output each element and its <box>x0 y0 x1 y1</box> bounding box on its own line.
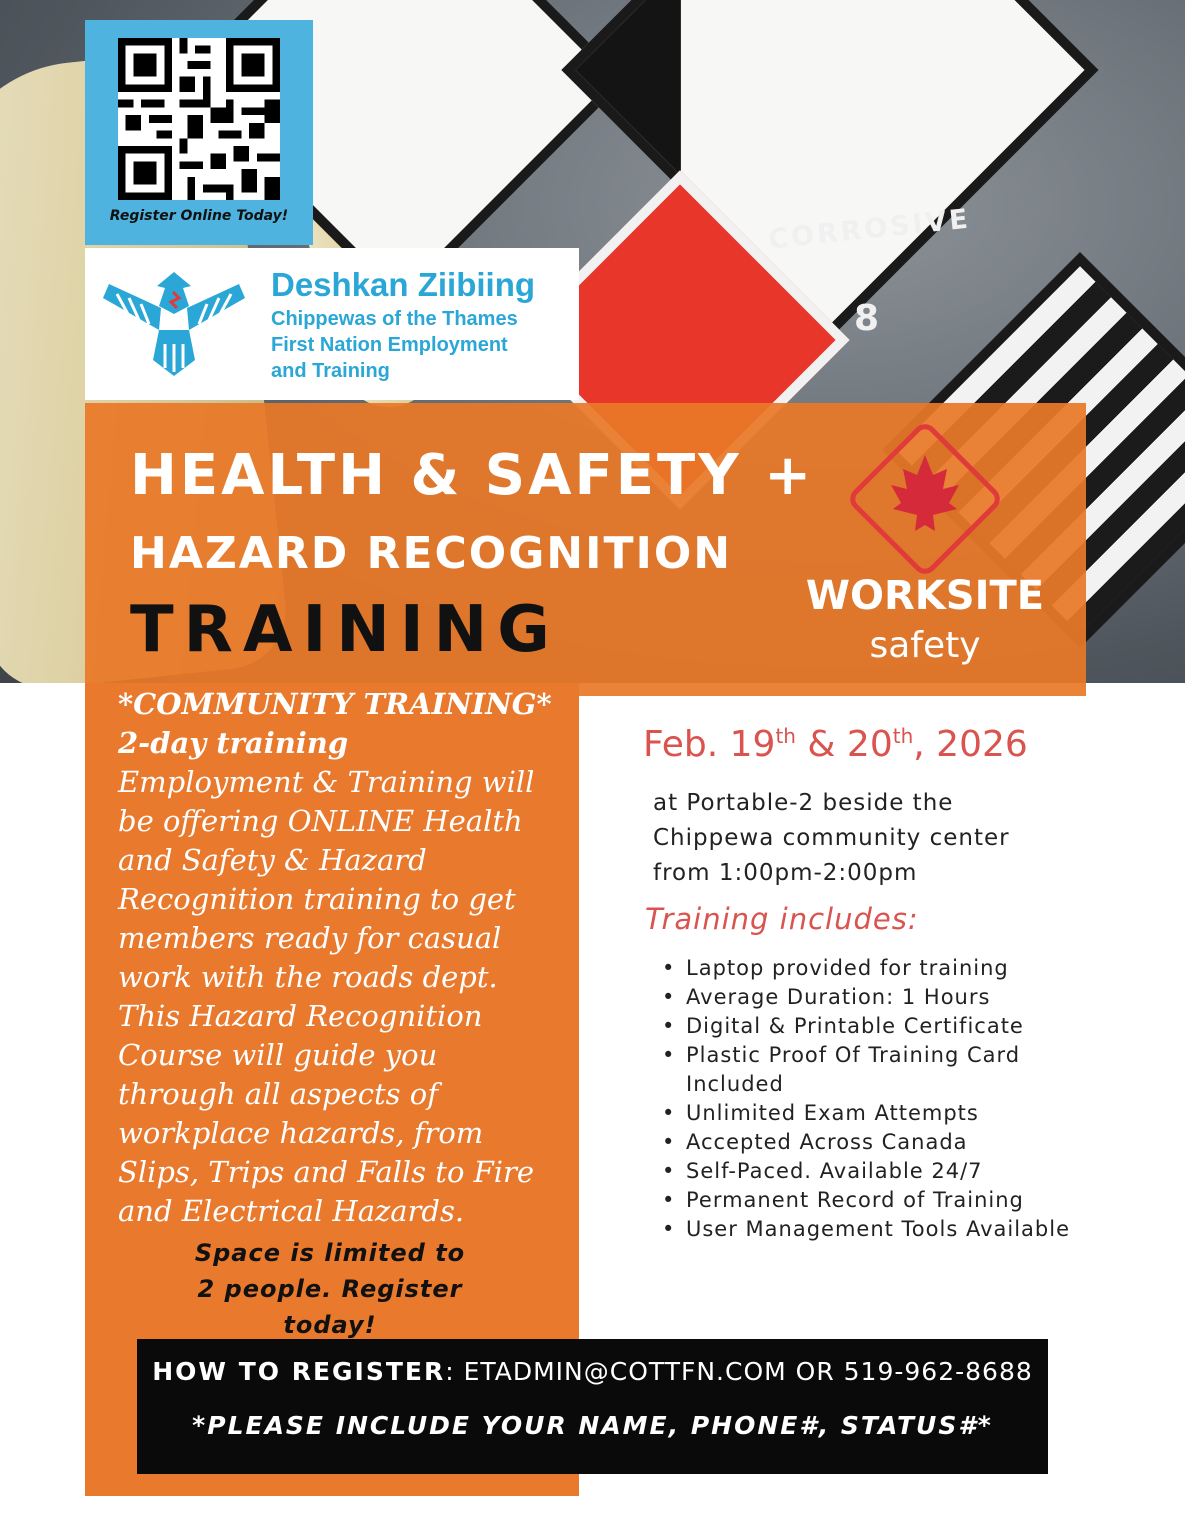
qr-register-block[interactable] <box>85 20 313 245</box>
description-heading: *COMMUNITY TRAINING* <box>118 687 552 721</box>
list-item: • Plastic Proof Of Training Card Included <box>662 1041 1102 1099</box>
list-item: • Self-Paced. Available 24/7 <box>662 1157 1102 1186</box>
title-line-2: HAZARD RECOGNITION <box>130 528 733 579</box>
includes-title: Training includes: <box>645 902 919 936</box>
event-location <box>653 786 1093 891</box>
title-line-1: HEALTH & SAFETY + <box>130 443 815 508</box>
space-limited-line: 2 people. Register <box>197 1275 463 1303</box>
thunderbird-logo-icon <box>99 264 249 384</box>
list-item: • Accepted Across Canada <box>662 1128 1102 1157</box>
space-limited-line: Space is limited to <box>194 1239 466 1267</box>
qr-caption: Register Online Today! <box>109 208 289 224</box>
organization-subtitle-line: First Nation Employment <box>271 334 508 356</box>
register-contact-line <box>137 1357 1048 1386</box>
register-label: HOW TO REGISTER <box>152 1357 446 1386</box>
register-note: *PLEASE INCLUDE YOUR NAME, PHONE#, STATUS#* <box>192 1411 993 1440</box>
partner-name: WORKSITE <box>805 573 1045 619</box>
title-band <box>85 403 1086 696</box>
list-item: • Permanent Record of Training <box>662 1186 1102 1215</box>
qr-code-icon[interactable] <box>118 38 280 200</box>
space-limited-line: today! <box>283 1311 377 1339</box>
organization-subtitle <box>271 306 571 384</box>
space-limited-note <box>125 1235 535 1343</box>
sign-class-number: 8 <box>854 298 883 339</box>
sign-corrosive-text: CORROSIVE <box>766 203 973 256</box>
event-date: Feb. 19th & 20th, 2026 <box>643 724 1028 765</box>
location-line: at Portable-2 beside the <box>653 790 954 816</box>
register-contact[interactable]: : ETADMIN@COTTFN.COM OR 519-962-8688 <box>445 1357 1033 1386</box>
partner-subtitle: safety <box>869 625 981 666</box>
list-item: • Laptop provided for training <box>662 954 1102 983</box>
organization-subtitle-line: and Training <box>271 360 390 382</box>
description-text <box>118 685 558 1231</box>
list-item: • User Management Tools Available <box>662 1215 1102 1244</box>
list-item: • Unlimited Exam Attempts <box>662 1099 1102 1128</box>
organization-subtitle-line: Chippewas of the Thames <box>271 308 518 330</box>
includes-list <box>662 954 1102 1244</box>
maple-leaf-diamond-icon <box>837 411 1013 587</box>
organization-name: Deshkan Ziibiing <box>271 266 536 303</box>
register-box <box>137 1339 1048 1474</box>
organization-logo-block <box>85 248 579 400</box>
description-body: Employment & Training will be offering ONLINE Health and Safety & Hazard Recognition training to get members ready for casual work with the roads dept. This Hazard Recognition Course will guide you through all aspects of workplace hazards, from Slips, Trips and Falls to Fire and Electrical Hazards. <box>118 765 535 1228</box>
location-line: Chippewa community center <box>653 825 1010 851</box>
list-item: • Digital & Printable Certificate <box>662 1012 1102 1041</box>
description-subheading: 2-day training <box>118 726 349 760</box>
list-item: • Average Duration: 1 Hours <box>662 983 1102 1012</box>
location-line: from 1:00pm-2:00pm <box>653 860 918 886</box>
title-line-3: TRAINING <box>130 593 560 667</box>
